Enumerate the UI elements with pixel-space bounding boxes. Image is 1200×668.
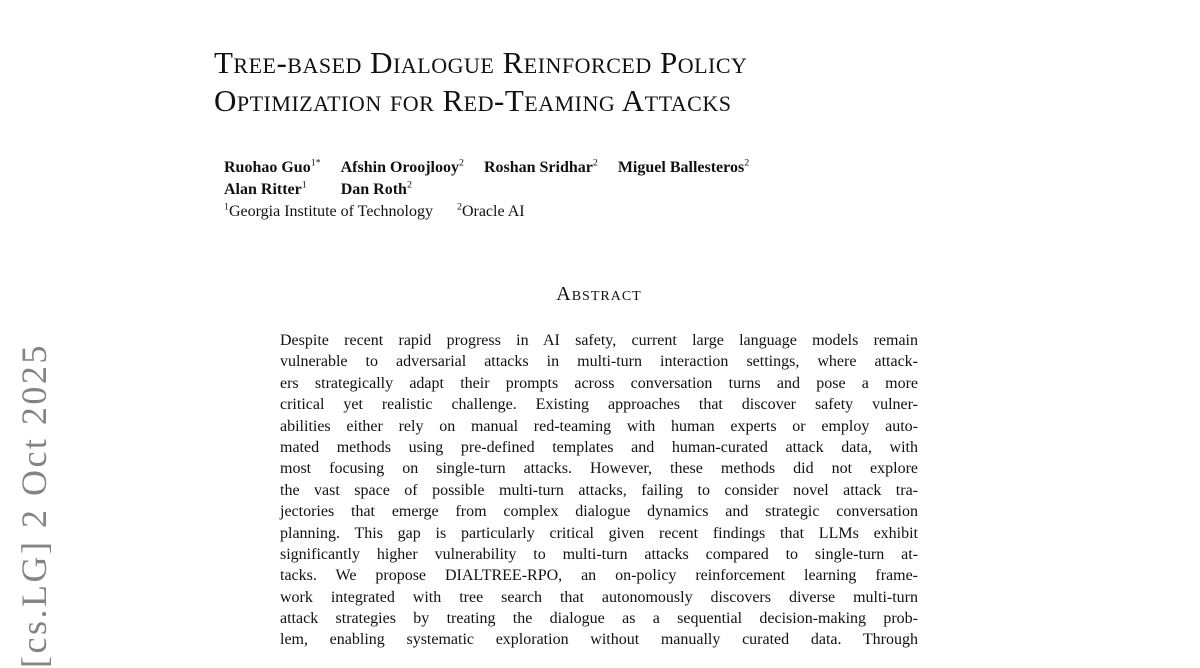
author [224,181,307,198]
arxiv-watermark: [cs.LG] 2 Oct 2025 [14,343,54,668]
author [224,159,321,176]
author-name: Dan Roth [340,181,407,198]
author-row-2 [224,179,769,201]
abstract-line: planning. This gap is particularly critical given recent findings that LLMs exhibit [280,524,918,542]
author-row-1 [224,157,769,179]
author-block [224,157,769,223]
abstract-body [280,330,918,651]
affiliation-superscript: 2 [456,201,462,213]
author-name: Afshin Oroojlooy [340,159,459,176]
affiliation [457,203,525,220]
author-affiliation-superscript: 1* [310,157,321,169]
paper-title-line-2: Optimization for Red-Teaming Attacks [214,83,732,118]
author [618,159,749,176]
abstract-heading: Abstract [556,283,642,305]
abstract-line: lem, enabling systematic exploration without manually curated data. Through [280,631,918,649]
abstract-line: jectories that emerge from complex dialogue dynamics and strategic conversation [280,503,918,521]
affiliation-name: Georgia Institute of Technology [228,203,433,220]
abstract-line: significantly higher vulnerability to multi-turn attacks compared to single-turn at- [280,545,918,563]
abstract-line: vulnerable to adversarial attacks in multi-turn interaction settings, where attack- [280,353,918,371]
affiliation [224,203,433,220]
author-affiliation-superscript: 2 [592,157,598,169]
paper-title [214,44,747,120]
author-name: Miguel Ballesteros [617,159,745,176]
abstract-line: critical yet realistic challenge. Existing approaches that discover safety vulner- [280,396,918,414]
abstract-line: most focusing on single-turn attacks. However, these methods did not explore [280,460,918,478]
abstract-line: Despite recent rapid progress in AI safety, current large language models remain [280,332,918,349]
author-affiliation-superscript: 2 [744,157,750,169]
paper-title-line-1: Tree-based Dialogue Reinforced Policy [214,45,748,80]
author-affiliation-superscript: 2 [459,157,464,169]
author [341,181,412,198]
author [484,159,598,176]
abstract-line: abilities either rely on manual red-teaming with human experts or employ auto- [280,417,918,435]
abstract-line: ers strategically adapt their prompts across conversation turns and pose a more [280,374,918,392]
abstract-line: tacks. We propose DIALTREE-RPO, an on-policy reinforcement learning frame- [280,567,918,585]
author-affiliation-superscript: 1 [301,179,307,191]
author-affiliation-superscript: 2 [406,179,412,191]
affiliation-row [224,201,769,223]
author-name: Alan Ritter [224,181,302,198]
abstract-line: attack strategies by treating the dialogue as a sequential decision-making prob- [280,610,918,628]
affiliation-superscript: 1 [224,201,229,213]
author-name: Ruohao Guo [224,159,311,176]
affiliation-name: Oracle AI [461,203,525,220]
author-name: Roshan Sridhar [483,159,593,176]
abstract-line: the vast space of possible multi-turn attacks, failing to consider novel attack tra- [280,481,918,499]
author [341,159,464,176]
abstract-line: mated methods using pre-defined templates and human-curated attack data, with [280,438,918,456]
abstract-line: work integrated with tree search that autonomously discovers diverse multi-turn [280,588,918,606]
